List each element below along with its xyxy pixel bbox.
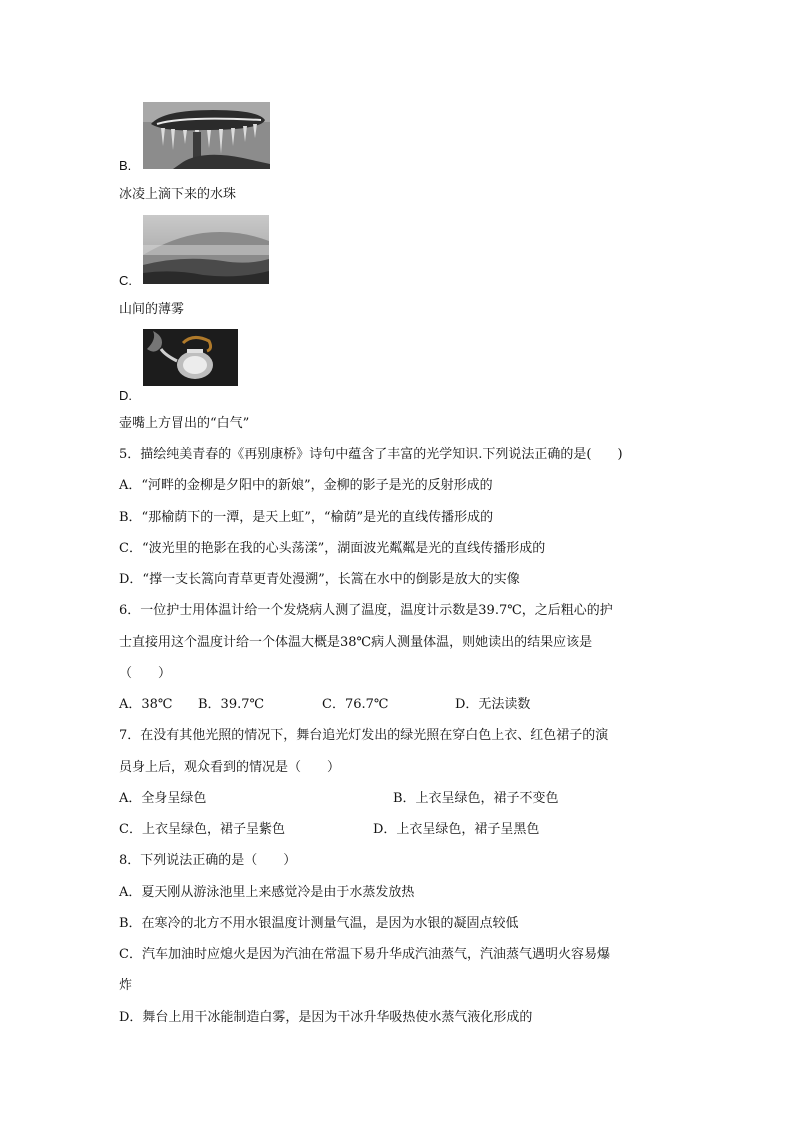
teapot-image <box>143 329 238 386</box>
q6-stem-line1: 6．一位护士用体温计给一个发烧病人测了温度，温度计示数是39.7℃，之后粗心的护 <box>119 603 613 618</box>
q7-option-a: A．全身呈绿色 <box>119 791 207 806</box>
teapot-photo <box>143 329 238 386</box>
q5-option-b: B．“那榆荫下的一潭，是天上虹”，“榆荫”是光的直线传播形成的 <box>119 510 494 525</box>
option-c-caption: 山间的薄雾 <box>119 302 185 317</box>
q8-option-c-line2: 炸 <box>119 978 133 993</box>
q6-option-c: C．76.7℃ <box>322 697 389 712</box>
misty-mountain-photo <box>143 215 269 284</box>
q5-option-c: C．“波光里的艳影在我的心头荡漾”，湖面波光粼粼是光的直线传播形成的 <box>119 541 546 556</box>
icicles-image <box>143 102 270 169</box>
q5-option-d: D．“撑一支长篙向青草更青处漫溯”，长篙在水中的倒影是放大的实像 <box>119 572 520 587</box>
q6-option-b: B．39.7℃ <box>198 697 265 712</box>
icicles-photo <box>143 102 270 169</box>
q6-stem-line3: （ ） <box>119 666 172 681</box>
option-b-caption: 冰凌上滴下来的水珠 <box>119 187 237 202</box>
option-d-letter: D. <box>119 388 132 403</box>
q7-option-d: D．上衣呈绿色，裙子呈黑色 <box>373 822 540 837</box>
option-d-caption: 壶嘴上方冒出的“白气” <box>119 416 250 431</box>
q6-option-d: D．无法读数 <box>455 697 531 712</box>
q7-option-b: B．上衣呈绿色，裙子不变色 <box>393 791 559 806</box>
q6-stem-line2: 士直接用这个温度计给一个体温大概是38℃病人测量体温，则她读出的结果应该是 <box>119 635 593 650</box>
q5-option-a: A．“河畔的金柳是夕阳中的新娘”，金柳的影子是光的反射形成的 <box>119 478 493 493</box>
q6-option-a: A．38℃ <box>119 697 173 712</box>
misty-mountain-image <box>143 215 269 284</box>
q8-option-d: D．舞台上用干冰能制造白雾，是因为干冰升华吸热使水蒸气液化形成的 <box>119 1010 533 1025</box>
q5-stem: 5．描绘纯美青春的《再别康桥》诗句中蕴含了丰富的光学知识.下列说法正确的是( ) <box>119 447 623 462</box>
q7-stem-line2: 员身上后，观众看到的情况是（ ） <box>119 760 341 775</box>
option-c-letter: C. <box>119 273 132 288</box>
q8-option-b: B．在寒冷的北方不用水银温度计测量气温，是因为水银的凝固点较低 <box>119 916 519 931</box>
q8-stem: 8．下列说法正确的是（ ） <box>119 853 297 868</box>
option-b-letter: B. <box>119 158 132 173</box>
q8-option-c-line1: C．汽车加油时应熄火是因为汽油在常温下易升华成汽油蒸气，汽油蒸气遇明火容易爆 <box>119 947 610 962</box>
q7-option-c: C．上衣呈绿色，裙子呈紫色 <box>119 822 285 837</box>
q8-option-a: A．夏天刚从游泳池里上来感觉冷是由于水蒸发放热 <box>119 885 415 900</box>
q7-stem-line1: 7．在没有其他光照的情况下，舞台追光灯发出的绿光照在穿白色上衣、红色裙子的演 <box>119 728 609 743</box>
